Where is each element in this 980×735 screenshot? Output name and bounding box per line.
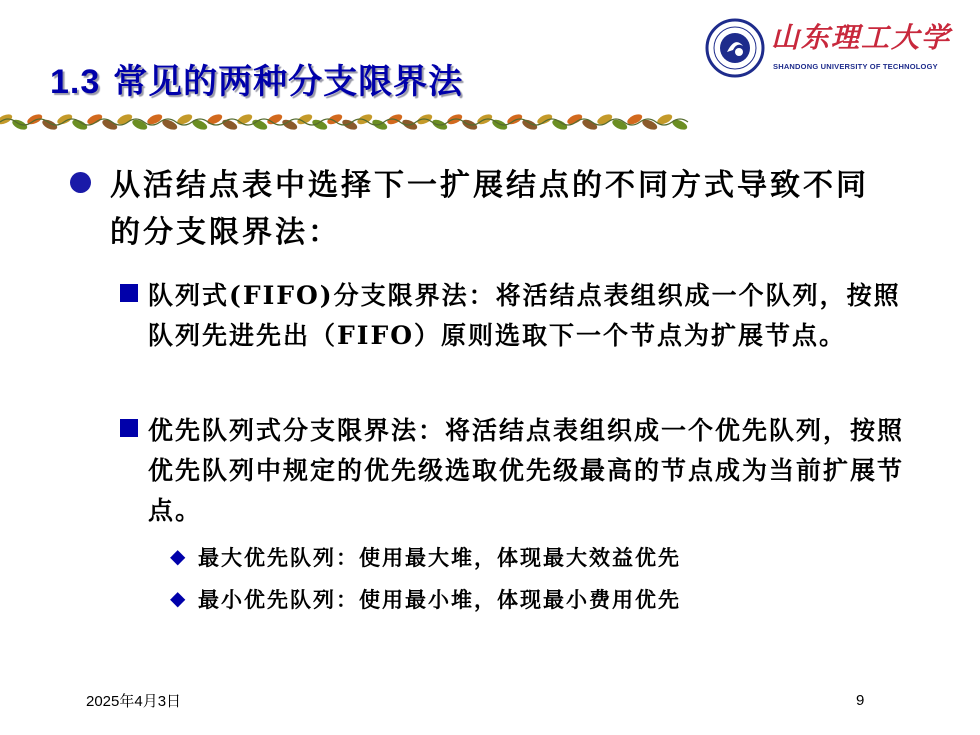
title-text: 常见的两种分支限界法 [100, 62, 464, 102]
bullet-min-priority-text: 最小优先队列：使用最小堆，体现最小费用优先 [198, 587, 681, 612]
bullet-fifo-text: 队列式(FIFO)分支限界法：将活结点表组织成一个队列，按照队列先进先出（FIFO）原则选取下一个节点为扩展节点。 [148, 281, 901, 350]
bullet-main [70, 162, 900, 256]
bullet-max-priority-text: 最大优先队列：使用最大堆，体现最大效益优先 [198, 545, 681, 570]
square-bullet-icon [120, 284, 138, 302]
divider-leaf [191, 118, 209, 132]
round-bullet-icon [70, 172, 91, 193]
footer-date: 2025年4月3日 [86, 693, 182, 710]
logo-chinese-name: 山东理工大学 [771, 21, 952, 54]
decorative-divider [0, 110, 700, 134]
bullet-priority-text: 优先队列式分支限界法：将活结点表组织成一个优先队列，按照优先队列中规定的优先级选取优先级最高的节点成为当前扩展节点。 [148, 416, 905, 525]
bullet-max-priority [168, 543, 868, 573]
title-number: 1.3 [50, 63, 101, 101]
university-emblem-icon [705, 18, 765, 78]
page-number: 9 [856, 692, 865, 709]
bullet-fifo [120, 276, 910, 356]
diamond-bullet-icon: ◆ [170, 544, 186, 568]
slide-title [50, 54, 463, 103]
bullet-min-priority [168, 585, 868, 615]
bullet-priority [120, 411, 910, 531]
logo-english-name: SHANDONG UNIVERSITY OF TECHNOLOGY [773, 62, 938, 71]
university-logo [705, 14, 970, 78]
bullet-main-text: 从活结点表中选择下一扩展结点的不同方式导致不同的分支限界法： [110, 168, 869, 250]
divider-leaf [671, 118, 689, 132]
diamond-bullet-icon: ◆ [170, 586, 186, 610]
square-bullet-icon [120, 419, 138, 437]
